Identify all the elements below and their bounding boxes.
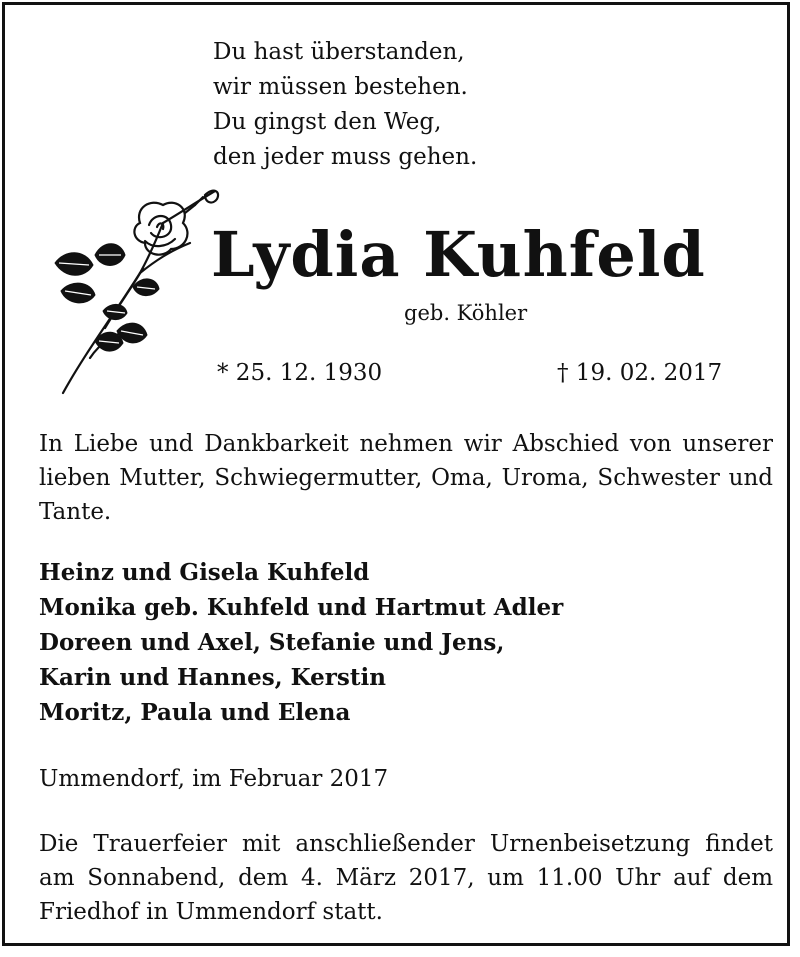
verse-line: den jeder muss gehen. xyxy=(213,144,478,170)
family-list xyxy=(39,555,773,730)
family-entry: Doreen und Axel, Stefanie und Jens, xyxy=(39,629,505,656)
service-text: Die Trauerfeier mit anschließender Urnenbeisetzung findet am Sonnabend, dem 4. März 2017, um 11.00 Uhr auf dem Friedhof in Ummendorf statt. xyxy=(39,831,773,925)
verse-line: Du hast überstanden, xyxy=(213,39,465,65)
rose-illustration-icon xyxy=(45,183,225,403)
death-date: † 19. 02. 2017 xyxy=(557,360,723,386)
obituary-frame xyxy=(2,2,790,946)
family-entry: Monika geb. Kuhfeld und Hartmut Adler xyxy=(39,594,564,621)
family-entry: Karin und Hannes, Kerstin xyxy=(39,664,386,691)
birth-date: * 25. 12. 1930 xyxy=(217,360,383,386)
place-date: Ummendorf, im Februar 2017 xyxy=(39,766,389,792)
deceased-name: Lydia Kuhfeld xyxy=(211,218,706,291)
intro-text: In Liebe und Dankbarkeit nehmen wir Abschied von unserer lieben Mutter, Schwiegermutter, Oma, Uroma, Schwester und Tante. xyxy=(39,431,773,525)
verse xyxy=(213,35,477,175)
verse-line: Du gingst den Weg, xyxy=(213,109,442,135)
family-entry: Heinz und Gisela Kuhfeld xyxy=(39,559,370,586)
maiden-name: geb. Köhler xyxy=(404,301,528,325)
verse-line: wir müssen bestehen. xyxy=(213,74,468,100)
family-entry: Moritz, Paula und Elena xyxy=(39,699,351,726)
